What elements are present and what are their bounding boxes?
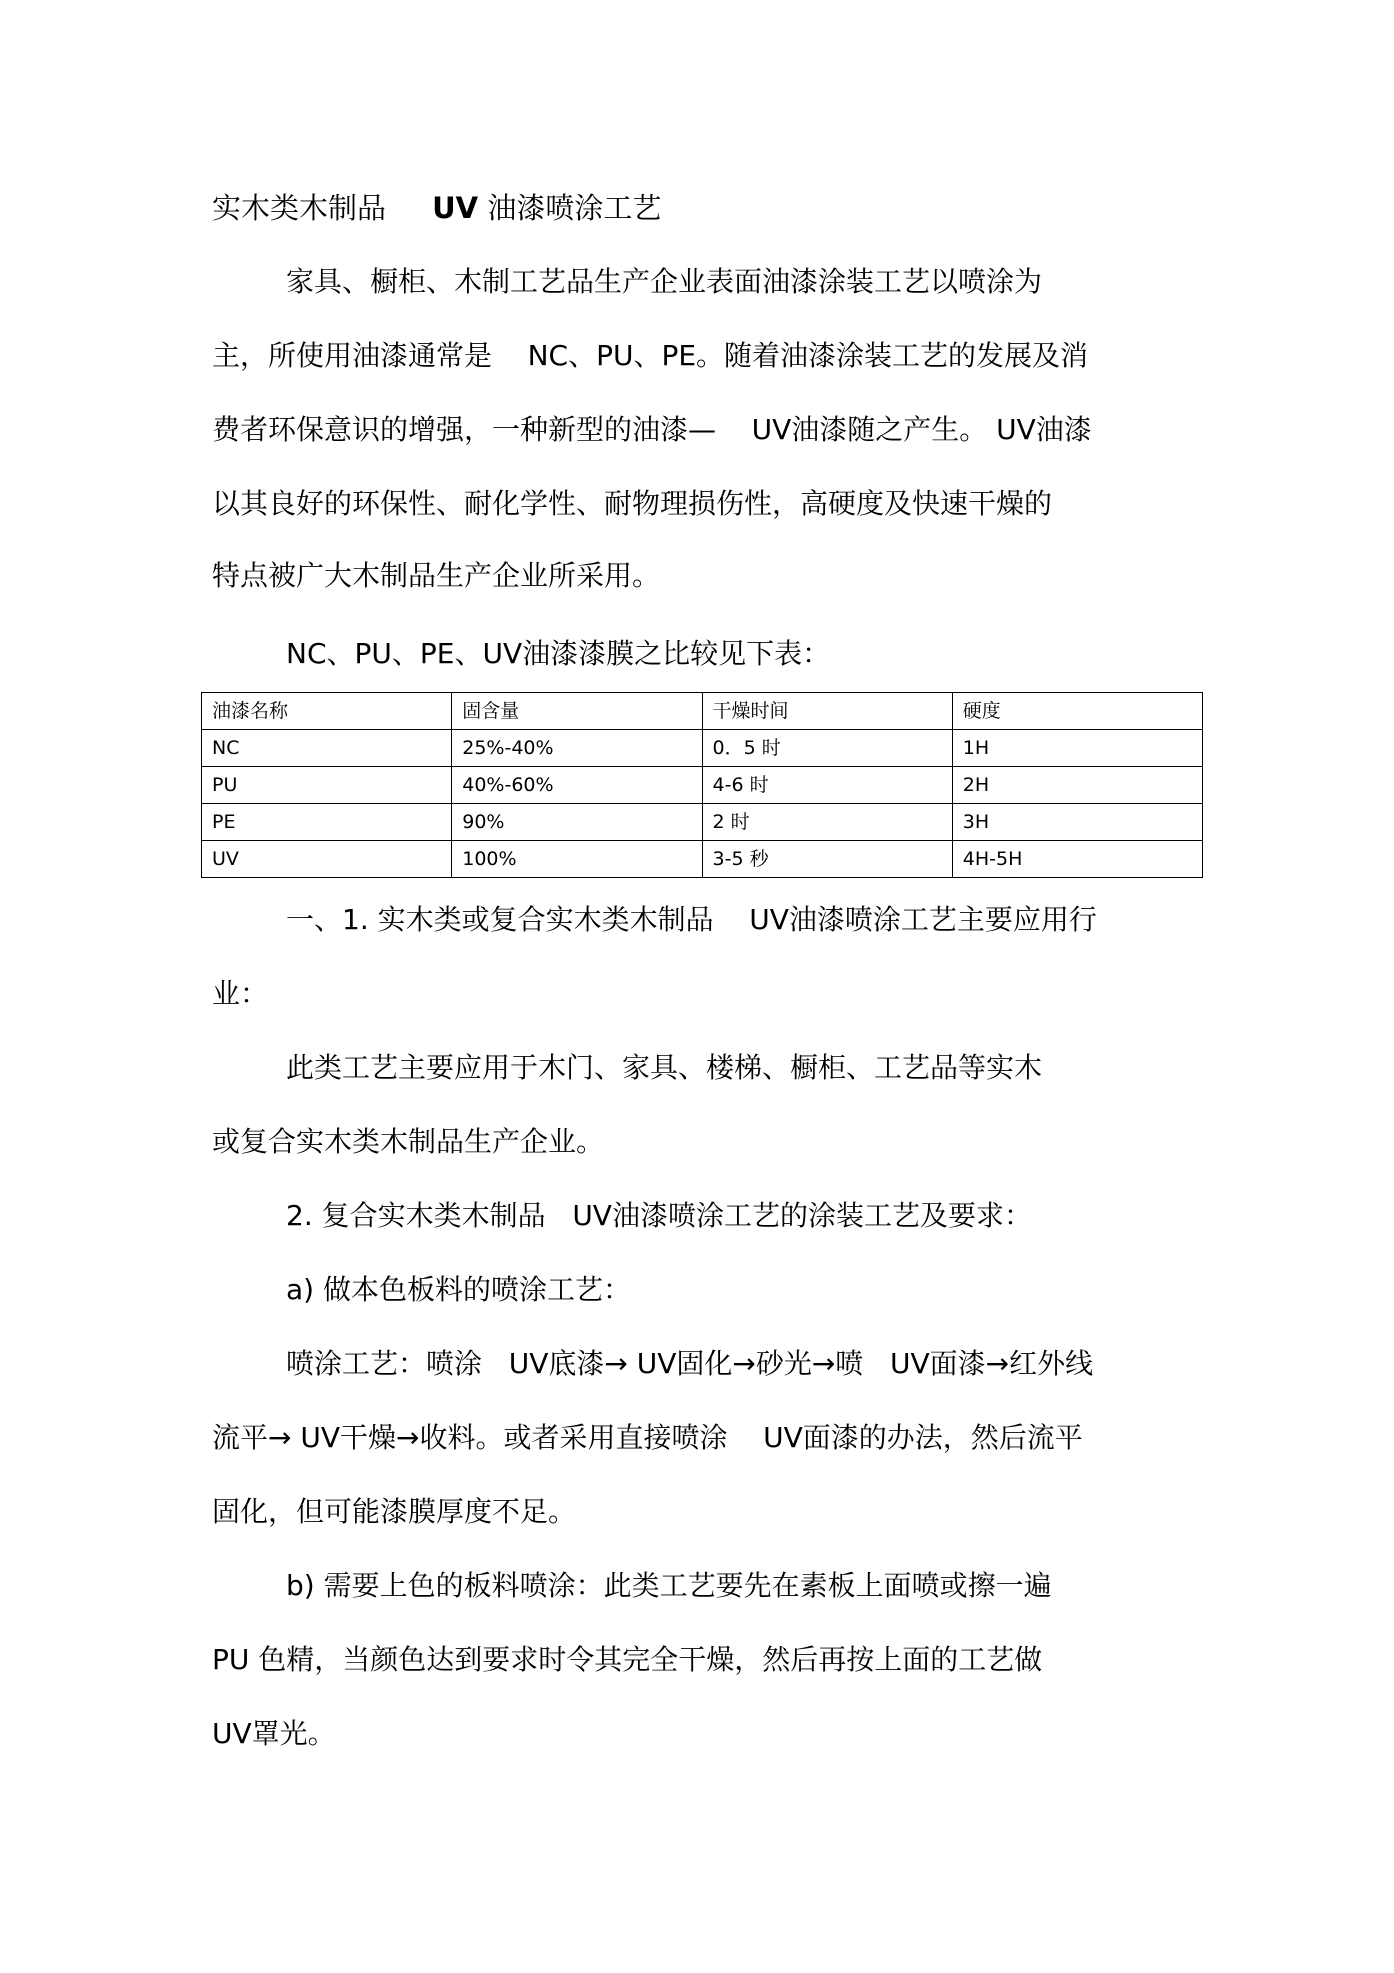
table-cell: 2H — [952, 767, 1202, 804]
paragraph-line: 固化，但可能漆膜厚度不足。 — [212, 1495, 577, 1528]
table-cell: UV — [202, 841, 452, 878]
table-cell: 25%-40% — [452, 730, 702, 767]
table-row — [202, 841, 1203, 878]
table-cell: 2 时 — [702, 804, 952, 841]
section-heading: 一、1. 实木类或复合实木类木制品 UV油漆喷涂工艺主要应用行 — [286, 903, 1097, 936]
table-intro: NC、PU、PE、UV油漆漆膜之比较见下表： — [286, 637, 831, 670]
title-suffix: 油漆喷涂工艺 — [487, 191, 662, 225]
table-cell: 100% — [452, 841, 702, 878]
table-cell: 1H — [952, 730, 1202, 767]
table-row — [202, 730, 1203, 767]
paragraph-line: PU 色精，当颜色达到要求时令其完全干燥，然后再按上面的工艺做 — [212, 1643, 1043, 1676]
table-row — [202, 804, 1203, 841]
table-header-cell: 固含量 — [452, 693, 702, 730]
table-row — [202, 767, 1203, 804]
paragraph-line: b) 需要上色的板料喷涂：此类工艺要先在素板上面喷或擦一遍 — [286, 1569, 1052, 1602]
paragraph-line: UV罩光。 — [212, 1717, 336, 1750]
table-cell: 90% — [452, 804, 702, 841]
table-cell: PU — [202, 767, 452, 804]
paragraph-line: 以其良好的环保性、耐化学性、耐物理损伤性，高硬度及快速干燥的 — [212, 487, 1053, 520]
table-cell: 3-5 秒 — [702, 841, 952, 878]
table-cell: PE — [202, 804, 452, 841]
paragraph-line: 费者环保意识的增强，一种新型的油漆— UV油漆随之产生。 UV油漆 — [212, 413, 1092, 446]
subsection-heading: a) 做本色板料的喷涂工艺： — [286, 1273, 631, 1306]
table-cell: 40%-60% — [452, 767, 702, 804]
paragraph-line: 家具、橱柜、木制工艺品生产企业表面油漆涂装工艺以喷涂为 — [286, 265, 1043, 298]
table-header-cell: 干燥时间 — [702, 693, 952, 730]
section-heading: 2. 复合实木类木制品 UV油漆喷涂工艺的涂装工艺及要求： — [286, 1199, 1032, 1232]
table-header-row — [202, 693, 1203, 730]
paragraph-line: 此类工艺主要应用于木门、家具、楼梯、橱柜、工艺品等实木 — [286, 1051, 1043, 1084]
table-cell: NC — [202, 730, 452, 767]
comparison-table — [201, 692, 1203, 878]
paragraph-line: 喷涂工艺：喷涂 UV底漆→ UV固化→砂光→喷 UV面漆→红外线 — [286, 1347, 1094, 1380]
title-prefix: 实木类木制品 — [212, 191, 387, 225]
table-cell: 4H-5H — [952, 841, 1202, 878]
table-cell: 0．5 时 — [702, 730, 952, 767]
table-cell: 4-6 时 — [702, 767, 952, 804]
title-uv: UV — [432, 191, 479, 225]
table-header-cell: 油漆名称 — [202, 693, 452, 730]
paragraph-line: 特点被广大木制品生产企业所采用。 — [212, 559, 661, 592]
table-cell: 3H — [952, 804, 1202, 841]
section-heading: 业： — [212, 977, 269, 1010]
paragraph-line: 流平→ UV干燥→收料。或者采用直接喷涂 UV面漆的办法，然后流平 — [212, 1421, 1083, 1454]
paragraph-line: 主，所使用油漆通常是 NC、PU、PE。随着油漆涂装工艺的发展及消 — [212, 339, 1089, 372]
table-header-cell: 硬度 — [952, 693, 1202, 730]
document-title — [212, 190, 661, 226]
paragraph-line: 或复合实木类木制品生产企业。 — [212, 1125, 605, 1158]
